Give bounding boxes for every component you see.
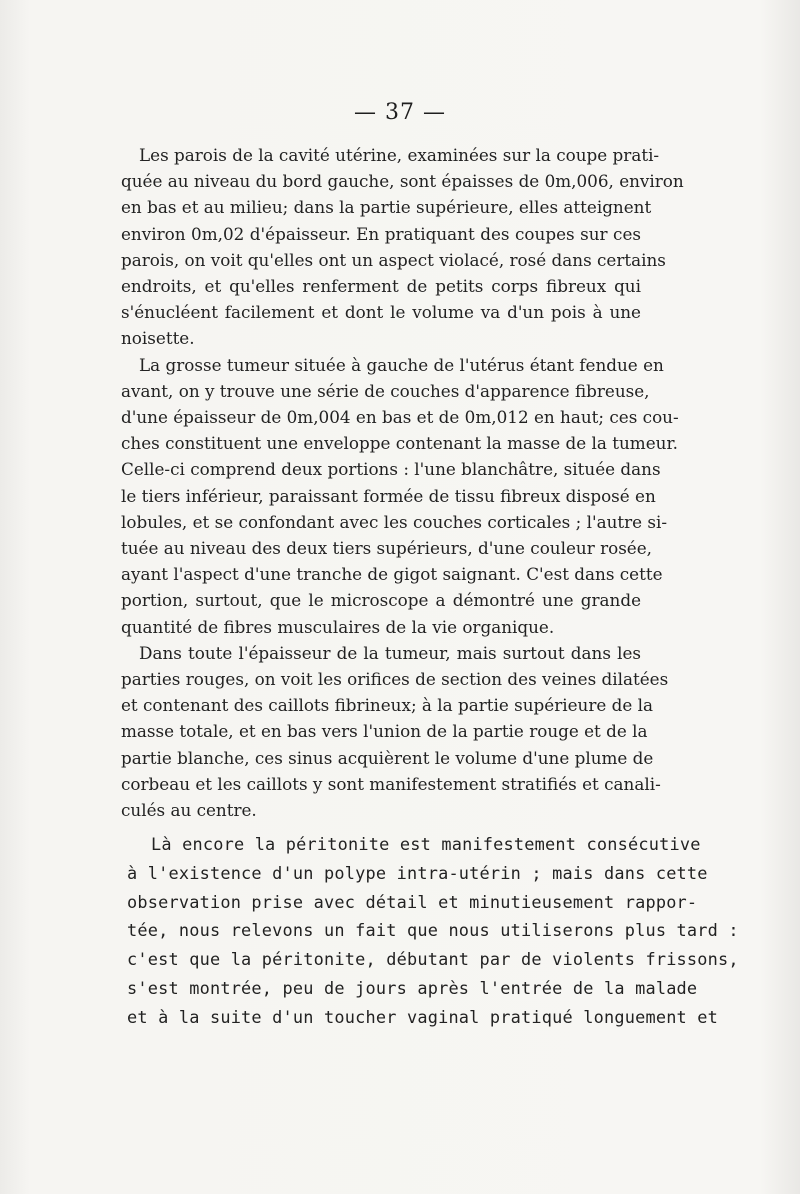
text-line: s'est montrée, peu de jours après l'entrée de la malade xyxy=(127,977,698,998)
text-line: ayant l'aspect d'une tranche de gigot saignant. C'est dans cette xyxy=(121,564,663,585)
text-line: masse totale, et en bas vers l'union de la partie rouge et de la xyxy=(121,721,648,742)
paragraph-uterine-walls xyxy=(103,142,684,352)
text-line: Dans toute l'épaisseur de la tumeur, mais surtout dans les xyxy=(139,642,641,663)
text-line: avant, on y trouve une série de couches d'apparence fibreuse, xyxy=(121,380,650,401)
text-line: partie blanche, ces sinus acquièrent le volume d'une plume de xyxy=(121,747,654,768)
text-line: portion, surtout, que le microscope a démontré une grande xyxy=(121,590,641,611)
text-line: en bas et au milieu; dans la partie supérieure, elles atteignent xyxy=(121,197,652,218)
text-line: tuée au niveau des deux tiers supérieurs, d'une couleur rosée, xyxy=(121,538,653,559)
text-line: La grosse tumeur située à gauche de l'utérus étant fendue en xyxy=(139,354,664,375)
text-line: quantité de fibres musculaires de la vie organique. xyxy=(121,616,555,637)
paragraph-large-tumor xyxy=(103,352,679,640)
text-line: s'énucléent facilement et dont le volume va d'un pois à une xyxy=(121,302,641,323)
text-line: culés au centre. xyxy=(121,800,257,821)
text-line: endroits, et qu'elles renferment de petits corps fibreux qui xyxy=(121,276,641,297)
text-line: observation prise avec détail et minutieusement rappor- xyxy=(127,891,698,912)
text-line: quée au niveau du bord gauche, sont épaisses de 0m,006, environ xyxy=(121,171,684,192)
paragraph-dilated-veins xyxy=(103,640,669,823)
text-line: et contenant des caillots fibrineux; à la partie supérieure de la xyxy=(121,695,654,716)
text-line: environ 0m,02 d'épaisseur. En pratiquant des coupes sur ces xyxy=(121,223,641,244)
text-line: tée, nous relevons un fait que nous utiliserons plus tard : xyxy=(127,920,739,941)
text-line: Les parois de la cavité utérine, examinées sur la coupe prati- xyxy=(139,145,660,165)
text-line: corbeau et les caillots y sont manifestement stratifiés et canali- xyxy=(121,773,661,794)
text-line: parois, on voit qu'elles ont un aspect violacé, rosé dans certains xyxy=(121,249,666,270)
text-line: Là encore la péritonite est manifestement consécutive xyxy=(151,834,701,854)
text-line: d'une épaisseur de 0m,004 en bas et de 0m,012 en haut; ces cou- xyxy=(121,407,679,428)
text-line: parties rouges, on voit les orifices de section des veines dilatées xyxy=(121,669,669,690)
text-line: à l'existence d'un polype intra-utérin ; mais dans cette xyxy=(127,862,708,883)
text-line: noisette. xyxy=(121,328,195,349)
text-line: c'est que la péritonite, débutant par de violents frissons, xyxy=(127,949,739,970)
text-block-commentary xyxy=(103,830,739,1032)
page-number: — 37 — xyxy=(354,100,446,125)
text-line: ches constituent une enveloppe contenant la masse de la tumeur. xyxy=(121,433,678,454)
text-line: le tiers inférieur, paraissant formée de tissu fibreux disposé en xyxy=(121,485,656,506)
text-line: Celle-ci comprend deux portions : l'une blanchâtre, située dans xyxy=(121,459,661,480)
text-line: et à la suite d'un toucher vaginal pratiqué longuement et xyxy=(127,1006,719,1027)
text-block-autopsy xyxy=(103,142,684,823)
paragraph-peritonitis xyxy=(103,830,739,1032)
text-line: lobules, et se confondant avec les couches corticales ; l'autre si- xyxy=(121,511,668,532)
